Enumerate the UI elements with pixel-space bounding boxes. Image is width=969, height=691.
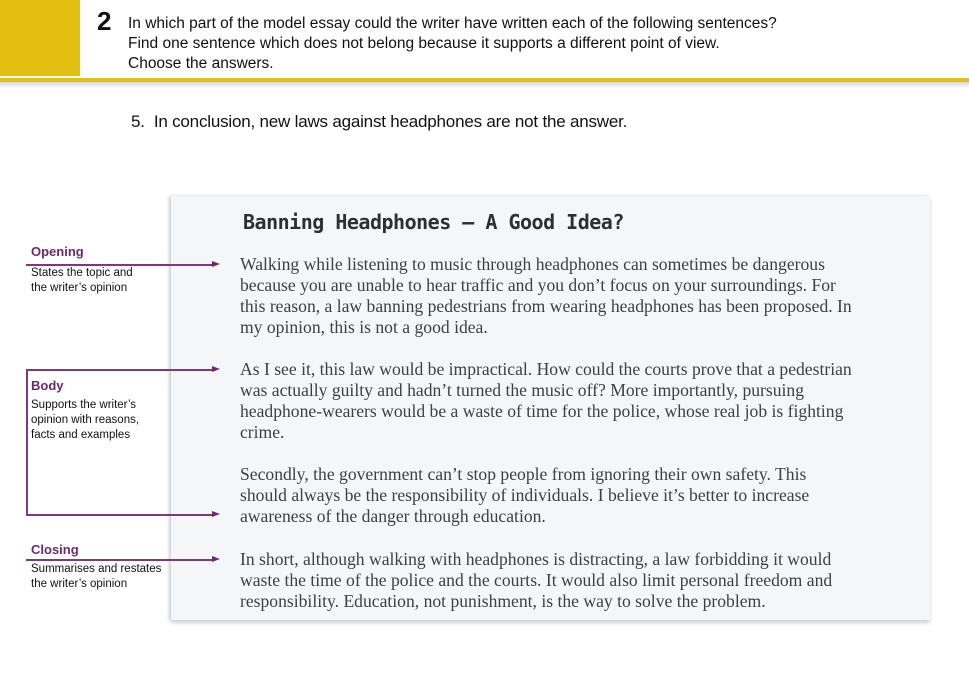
arrow-icon	[212, 511, 220, 517]
essay-line: In short, although walking with headphones is distracting, a law forbidding it would	[240, 549, 832, 569]
essay-line: As I see it, this law would be impractical. How could the courts prove that a pedestrian	[240, 359, 852, 379]
arrow-icon	[212, 366, 220, 372]
label-closing-heading: Closing	[31, 542, 79, 557]
label-body-heading: Body	[31, 378, 64, 393]
label-closing-desc	[31, 562, 161, 592]
essay-line: crime.	[240, 422, 285, 442]
label-desc-line: the writer’s opinion	[31, 282, 128, 294]
exercise-sentence	[131, 112, 627, 132]
label-desc-line: States the topic and	[31, 267, 133, 279]
closing-connector-line	[26, 559, 214, 561]
instruction-line: Choose the answers.	[128, 55, 274, 72]
arrow-icon	[212, 261, 220, 267]
label-opening-heading: Opening	[31, 244, 84, 259]
yellow-accent-block	[0, 0, 80, 76]
essay-line: Walking while listening to music through headphones can sometimes be dangerous	[240, 254, 825, 274]
essay-title: Banning Headphones – A Good Idea?	[243, 210, 624, 234]
instruction-line: In which part of the model essay could the writer have written each of the following sentences?	[128, 15, 777, 32]
essay-line: responsibility. Education, not punishment, is the way to solve the problem.	[240, 591, 766, 611]
essay-line: because you are unable to hear traffic and you don’t focus on your surroundings. For	[240, 275, 836, 295]
sentence-number: 5.	[131, 112, 145, 131]
label-desc-line: facts and examples	[31, 429, 131, 441]
essay-line: headphone-wearers would be a waste of time for the police, whose real job is fighting	[240, 401, 844, 421]
sentence-text: In conclusion, new laws against headphones are not the answer.	[153, 112, 628, 131]
label-desc-line: Summarises and restates	[31, 563, 162, 575]
question-number: 2	[97, 6, 112, 36]
label-body-desc	[31, 398, 139, 443]
essay-line: was actually guilty and hadn’t turned the music off? More importantly, pursuing	[240, 380, 805, 400]
instructions	[128, 14, 777, 74]
label-desc-line: the writer’s opinion	[31, 578, 128, 590]
body-bracket-vertical-line	[26, 369, 28, 515]
essay-line: awareness of the danger through education.	[240, 506, 546, 526]
essay-line: waste the time of the police and the courts. It would also limit personal freedom and	[240, 570, 833, 590]
essay-paragraph-body-1	[240, 359, 925, 443]
body-bracket-top-line	[26, 369, 214, 371]
instruction-line: Find one sentence which does not belong because it supports a different point of view.	[128, 35, 720, 52]
divider-shadow	[0, 82, 969, 88]
essay-line: my opinion, this is not a good idea.	[240, 317, 488, 337]
label-desc-line: Supports the writer’s	[31, 399, 137, 411]
body-bracket-bottom-line	[26, 514, 214, 516]
arrow-icon	[212, 556, 220, 562]
essay-line: Secondly, the government can’t stop people from ignoring their own safety. This	[240, 464, 807, 484]
label-desc-line: opinion with reasons,	[31, 414, 140, 426]
essay-line: this reason, a law banning pedestrians from wearing headphones has been proposed. In	[240, 296, 852, 316]
essay-line: should always be the responsibility of individuals. I believe it’s better to increase	[240, 485, 810, 505]
label-opening-desc	[31, 266, 133, 296]
essay-paragraph-closing	[240, 549, 925, 612]
essay-paragraph-body-2	[240, 464, 925, 527]
essay-paragraph-opening	[240, 254, 925, 338]
